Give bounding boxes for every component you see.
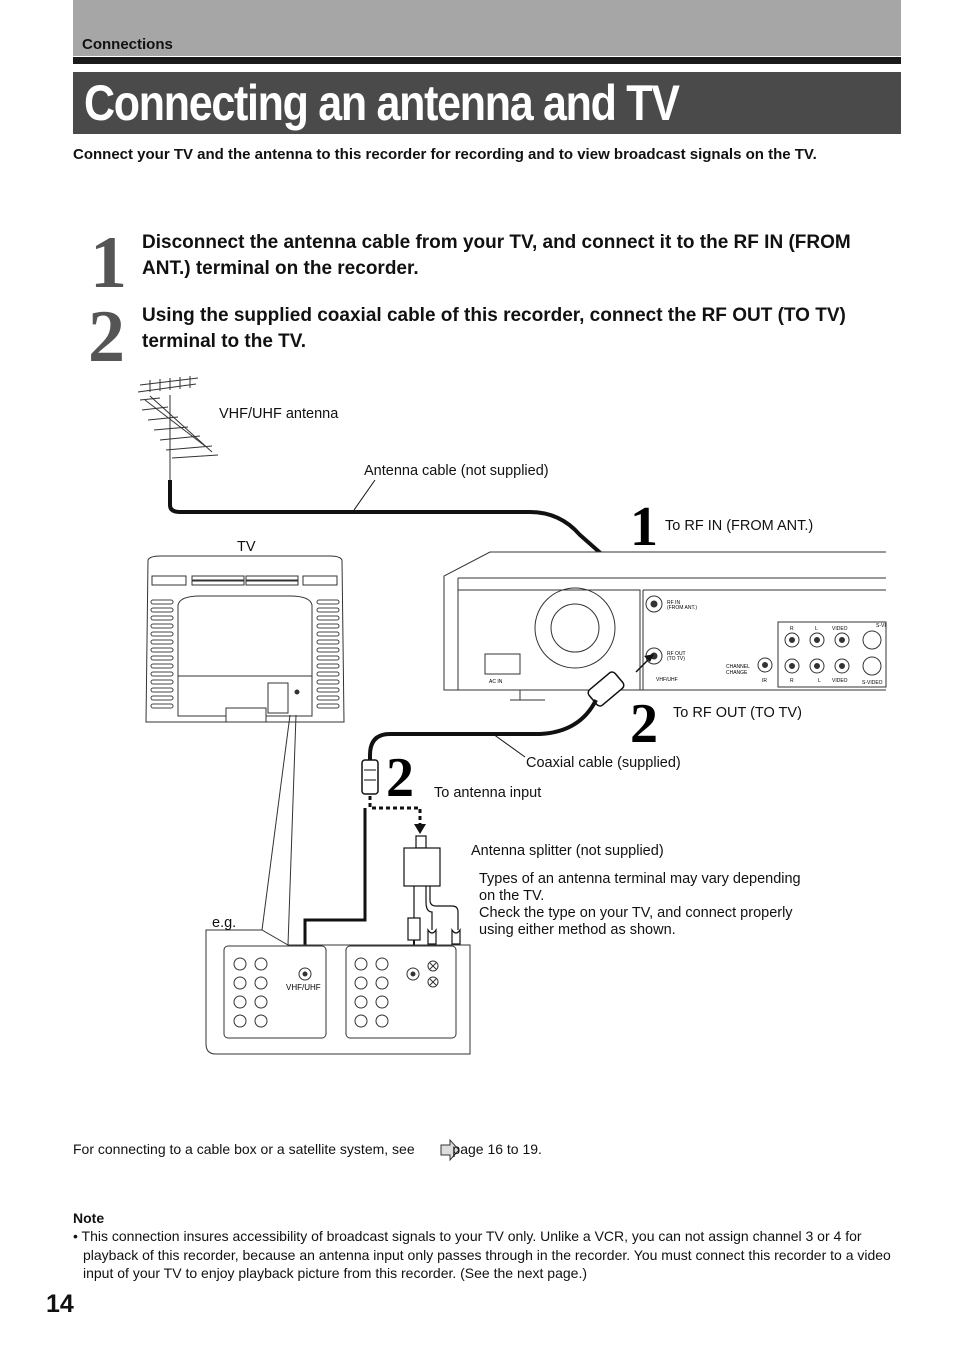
coax-pointer (493, 734, 525, 757)
cross-ref-link[interactable]: page 16 to 19. (452, 1141, 542, 1157)
step-1-number: 1 (90, 222, 127, 304)
rear-ac-in: AC IN (489, 679, 503, 685)
page-title: Connecting an antenna and TV (84, 75, 679, 131)
coax-tv-plug (362, 760, 378, 794)
note-heading: Note (73, 1210, 105, 1226)
rear-r-top: R (790, 626, 794, 632)
diagram-step-2b: 2 (386, 747, 414, 809)
antenna-cable-pointer (354, 480, 375, 510)
diagram-step-1: 1 (630, 496, 658, 558)
page-number: 14 (46, 1290, 74, 1318)
rear-r-bottom: R (790, 678, 794, 684)
tv-terminal-panel (206, 930, 470, 1054)
eg-label: e.g. (212, 915, 237, 931)
coax-label: Coaxial cable (supplied) (526, 755, 681, 771)
tv-icon (146, 556, 344, 722)
antenna-label: VHF/UHF antenna (219, 406, 339, 422)
panel-vhfuhf-label: VHF/UHF (286, 983, 321, 992)
diagram-step-2: 2 (630, 693, 658, 755)
tv-label: TV (237, 539, 256, 555)
rear-rf-out: RF OUT (667, 651, 686, 657)
splitter-label: Antenna splitter (not supplied) (471, 843, 664, 859)
rear-video-bottom: VIDEO (832, 678, 848, 684)
antenna-splitter-icon (404, 836, 460, 944)
rear-vhf-uhf: VHF/UHF (656, 677, 678, 683)
rear-channel: CHANNEL (726, 664, 750, 670)
cross-ref-text: For connecting to a cable box or a satellite system, see (73, 1141, 415, 1157)
rear-to-tv: (TO TV) (667, 656, 685, 662)
note-body: • This connection insures accessibility of broadcast signals to your TV only. Unlike a VCR, you can not assign channel 3 or 4 for playback of this recorder, because an antenna input only passes through in the recorder. You must connect this recorder to a video input of your TV to enjoy playback picture from this recorder. (See the next page.) (73, 1228, 891, 1281)
antenna-icon (138, 376, 218, 480)
rf-out-label: To RF OUT (TO TV) (673, 705, 802, 721)
rear-svideo: S-VIDEO (862, 680, 883, 686)
section-label: Connections (82, 36, 173, 53)
dashed-link-arrow (414, 824, 426, 834)
zoom-line-right (288, 715, 296, 945)
antenna-cable-label: Antenna cable (not supplied) (364, 463, 549, 479)
antenna-input-label: To antenna input (434, 785, 542, 801)
zoom-line-left (262, 715, 290, 930)
step-1-text: Disconnect the antenna cable from your TV, and connect it to the RF IN (FROM ANT.) terminal on the recorder. (142, 232, 851, 279)
rf-in-label: To RF IN (FROM ANT.) (665, 518, 814, 534)
rear-ir: IR (762, 678, 767, 684)
terminal-types-note: Types of an antenna terminal may vary depending on the TV. Check the type on your TV, and connect properly using either method as shown. (479, 871, 801, 938)
rear-change: CHANGE (726, 670, 748, 676)
rear-from-ant: (FROM ANT.) (667, 605, 697, 611)
step-2-number: 2 (88, 296, 125, 378)
rear-rf-in: RF IN (667, 600, 681, 606)
intro-text: Connect your TV and the antenna to this recorder for recording and to view broadcast signals on the TV. (73, 146, 817, 163)
vhf-link-line (305, 808, 365, 962)
rear-video-top: VIDEO (832, 626, 848, 632)
rear-s-vi: S-VI (876, 623, 886, 629)
cross-ref (73, 1141, 542, 1157)
step-2-text: Using the supplied coaxial cable of this recorder, connect the RF OUT (TO TV) terminal to the TV. (142, 305, 846, 352)
rear-l-bottom: L (818, 678, 821, 684)
rear-l-top: L (815, 626, 818, 632)
